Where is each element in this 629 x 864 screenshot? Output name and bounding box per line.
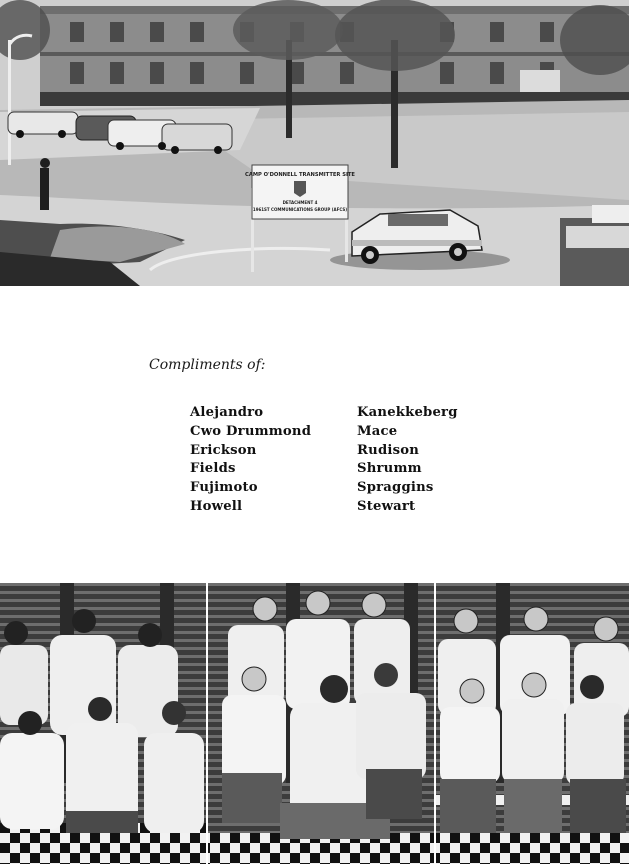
name-item: Fields <box>190 461 236 477</box>
bottom-photo-group-panels <box>0 583 629 864</box>
name-item: Howell <box>190 498 243 514</box>
group-panel-2 <box>208 583 434 864</box>
names-column-left <box>190 404 311 517</box>
name-item: Fujimoto <box>190 480 258 496</box>
sign-title: CAMP O'DONNELL TRANSMITTER SITE <box>245 172 355 178</box>
standing-person <box>40 158 50 210</box>
sign-subtitle-1: DETACHMENT 4 <box>282 200 318 205</box>
compliments-caption: Compliments of: <box>149 357 266 373</box>
name-item: Shrumm <box>357 461 422 477</box>
name-item: Rudison <box>357 442 419 458</box>
group-panel-1 <box>0 583 206 864</box>
transmitter-site-image <box>0 0 629 286</box>
name-item: Erickson <box>190 442 257 458</box>
group-photo-image <box>0 583 629 864</box>
top-photo-transmitter-site <box>0 0 629 286</box>
group-panel-3 <box>436 583 629 864</box>
name-item: Alejandro <box>190 405 264 420</box>
name-item: Cwo Drummond <box>190 423 312 439</box>
name-item: Spraggins <box>357 480 434 496</box>
name-item: Mace <box>357 423 398 439</box>
name-item: Stewart <box>357 498 416 514</box>
name-item: Kanekkeberg <box>357 405 458 420</box>
sign-subtitle-2: 1961ST COMMUNICATIONS GROUP (AFCS) <box>252 207 348 212</box>
names-column-right <box>357 404 458 517</box>
